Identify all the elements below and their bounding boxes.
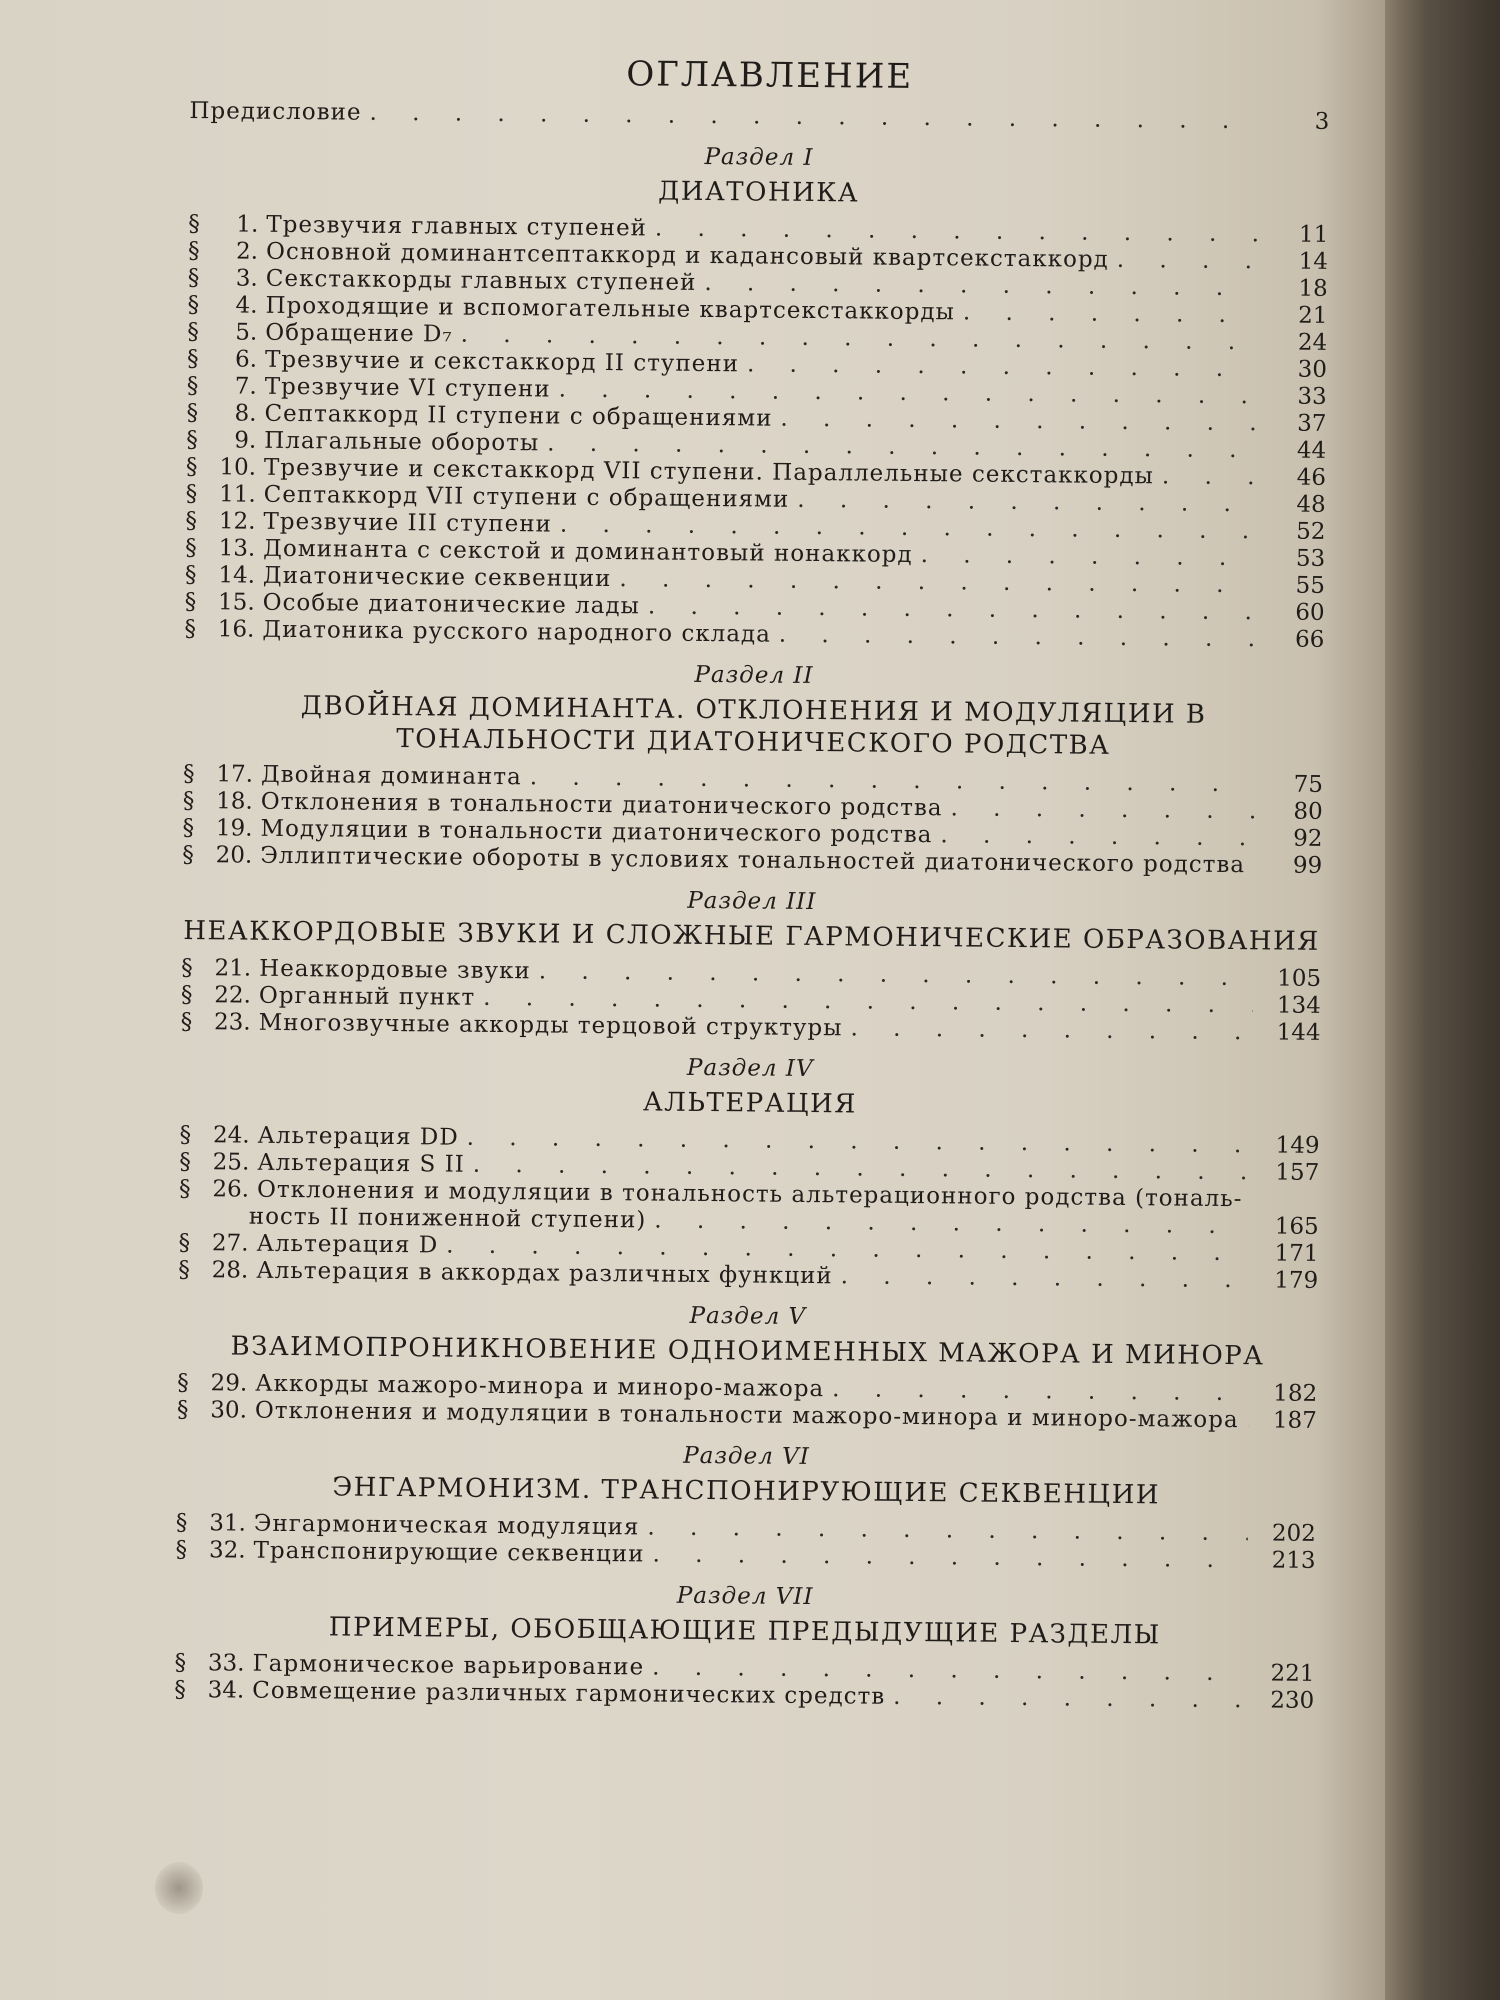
entry-page: 149 <box>1275 1132 1320 1159</box>
entry-page: 157 <box>1275 1159 1320 1186</box>
entry-page: 66 <box>1294 626 1325 653</box>
entry-page: 165 <box>1274 1213 1319 1240</box>
entry-page: 221 <box>1270 1660 1315 1687</box>
entry-title: Отклонения и модуляции в тональность альтерационного родства (тональ- <box>256 1176 1243 1213</box>
section-sign: § <box>176 1396 189 1424</box>
entry-title: Альтерация в аккордах различных функций <box>256 1257 833 1290</box>
section-sign: § <box>187 291 200 319</box>
entry-title: Секстаккорды главных ступеней <box>265 265 697 296</box>
leader-dots <box>1162 463 1258 491</box>
entry-page: 105 <box>1277 965 1322 992</box>
entry-number: 29. <box>210 1370 248 1397</box>
entry-title: Альтерация D <box>256 1230 439 1259</box>
entry-number: 15. <box>217 589 255 616</box>
entry-title: Транспонирующие секвенции <box>253 1537 645 1568</box>
entry-page: 179 <box>1274 1267 1319 1294</box>
entry-title: Гармоническое варьирование <box>252 1650 645 1681</box>
section-label: Раздел II <box>694 661 814 690</box>
entry-title-continuation: ность II пониженной ступени) <box>248 1203 647 1234</box>
entry-title: Обращение D₇ <box>265 319 453 348</box>
entry-page: 21 <box>1298 302 1328 329</box>
section-sign: § <box>178 1229 191 1257</box>
section-sign: § <box>184 561 197 589</box>
entry-number: 3. <box>235 265 258 292</box>
leader-dots <box>369 100 1261 136</box>
entry-title: Трезвучие и секстаккорд II ступени <box>264 346 740 378</box>
section-sign: § <box>179 1148 191 1176</box>
leader-dots <box>940 822 1254 852</box>
entry-title: Альтерация S II <box>257 1149 465 1178</box>
section-sign: § <box>186 399 199 427</box>
entry-page: 48 <box>1296 491 1326 518</box>
entry-page: 30 <box>1297 356 1328 383</box>
section-label: Раздел III <box>687 887 817 916</box>
entry-page: 75 <box>1293 771 1324 798</box>
section-sign: § <box>185 480 198 508</box>
entry-number: 8. <box>234 400 257 427</box>
entry-title: Неаккордовые звуки <box>259 955 531 985</box>
entry-page: 187 <box>1272 1407 1318 1434</box>
entry-title: Двойная доминанта <box>260 761 522 791</box>
entry-title: Трезвучие III ступени <box>263 508 553 538</box>
entry-title: Энгармоническая модуляция <box>253 1510 640 1541</box>
entry-title: Аккорды мажоро-минора и миноро-мажора <box>255 1370 825 1403</box>
section-sign: § <box>185 507 198 535</box>
section-sign: § <box>185 534 197 562</box>
leader-dots <box>893 1684 1246 1714</box>
leader-dots <box>1246 1407 1249 1434</box>
leader-dots <box>652 1542 1247 1575</box>
entry-number: 12. <box>218 508 256 535</box>
entry-number: 11. <box>219 481 256 508</box>
entry-title: Эллиптические обороты в условиях тональностей диатонического родства <box>260 842 1246 879</box>
entry-title: Отклонения в тональности диатонического родства <box>260 788 943 822</box>
entry-page: 134 <box>1276 992 1322 1019</box>
leader-dots <box>1117 247 1260 275</box>
entry-number: 28. <box>211 1257 249 1284</box>
entry-number: 30. <box>210 1397 248 1424</box>
entry-number: 27. <box>211 1230 249 1257</box>
section-sign: § <box>182 760 195 788</box>
leader-dots <box>963 299 1260 329</box>
entry-page: 52 <box>1296 518 1326 545</box>
section-sign: § <box>186 372 199 400</box>
section-sign: § <box>187 237 200 265</box>
entry-number: 10. <box>219 454 257 481</box>
indent-spacer <box>179 1223 249 1224</box>
section-sign: § <box>187 318 199 346</box>
entry-number: 18. <box>216 788 253 815</box>
entry-page: 60 <box>1295 599 1325 626</box>
entry-title: Трезвучие и секстаккорд VII ступени. Параллельные секстаккорды <box>263 454 1155 490</box>
toc-heading: ОГЛАВЛЕНИЕ <box>626 54 914 97</box>
entry-title: Доминанта с секстой и доминантовый нонаккорд <box>263 535 913 568</box>
book-spine <box>1385 0 1500 2000</box>
section-sign: § <box>175 1536 188 1564</box>
entry-number: 2. <box>235 238 259 265</box>
entry-page: 11 <box>1298 221 1329 248</box>
entry-number: 4. <box>235 292 258 319</box>
entry-page: 80 <box>1293 798 1323 825</box>
section-label: Раздел IV <box>686 1054 814 1083</box>
entry-page: 44 <box>1296 437 1327 464</box>
entry-number: 1. <box>236 211 259 238</box>
section-title: ДИАТОНИКА <box>658 176 860 209</box>
section-title: НЕАККОРДОВЫЕ ЗВУКИ И СЛОЖНЫЕ ГАРМОНИЧЕСКИЕ ОБРАЗОВАНИЯ <box>183 915 1320 957</box>
entry-page: 55 <box>1295 572 1326 599</box>
section-sign: § <box>187 264 200 292</box>
entry-page: 202 <box>1271 1520 1316 1547</box>
toc-sections <box>174 139 1329 1715</box>
section-label: Раздел VII <box>676 1582 814 1611</box>
leader-dots <box>779 622 1257 654</box>
entry-number: 34. <box>207 1677 245 1704</box>
entry-number: 16. <box>217 616 255 643</box>
preface-page: 3 <box>1314 108 1330 135</box>
entry-title: Совмещение различных гармонических средств <box>252 1677 886 1710</box>
section-sign: § <box>182 787 195 815</box>
entry-title: Септаккорд VII ступени с обращениями <box>263 481 790 513</box>
entry-page: 92 <box>1293 825 1323 852</box>
section-title: АЛЬТЕРАЦИЯ <box>642 1087 857 1120</box>
entry-page: 213 <box>1271 1547 1316 1574</box>
section-sign: § <box>177 1369 189 1397</box>
leader-dots <box>950 795 1254 825</box>
entry-title: Отклонения и модуляции в тональности мажоро-минора и миноро-мажора <box>254 1397 1239 1434</box>
entry-page: 14 <box>1298 248 1329 275</box>
entry-title: Трезвучия главных ступеней <box>266 211 648 242</box>
entry-number: 13. <box>218 535 256 562</box>
section-label: Раздел I <box>704 143 814 171</box>
section-sign: § <box>182 841 194 869</box>
section-sign: § <box>186 345 199 373</box>
entry-title: Плагальные обороты <box>264 427 540 457</box>
entry-number: 32. <box>208 1537 246 1564</box>
preface-text: Предисловие <box>189 97 362 126</box>
entry-number: 33. <box>207 1650 245 1677</box>
entry-page: 99 <box>1292 852 1323 879</box>
entry-page: 144 <box>1276 1019 1321 1046</box>
entry-title: Трезвучие VI ступени <box>264 373 551 403</box>
section-sign: § <box>188 210 200 238</box>
leader-dots <box>921 542 1258 572</box>
entry-title: Альтерация DD <box>257 1122 459 1151</box>
entry-number: 17. <box>216 761 254 788</box>
entry-title: Многозвучные аккорды терцовой структуры <box>258 1009 843 1042</box>
leader-dots <box>841 1263 1251 1294</box>
entry-number: 5. <box>235 319 258 346</box>
entry-number: 26. <box>212 1176 250 1203</box>
entry-page: 18 <box>1298 275 1328 302</box>
section-sign: § <box>174 1676 186 1704</box>
section-sign: § <box>184 588 197 616</box>
entry-title: Основной доминантсептаккорд и кадансовый квартсекстаккорд <box>265 238 1109 273</box>
entry-number: 6. <box>234 346 258 373</box>
entry-number: 21. <box>214 955 252 982</box>
leader-dots <box>832 1376 1249 1407</box>
section-label: Раздел VI <box>683 1442 810 1471</box>
section-sign: § <box>175 1509 188 1537</box>
entry-page: 24 <box>1297 329 1328 356</box>
entry-title: Септаккорд II ступени с обращениями <box>264 400 773 432</box>
entry-title: Органный пункт <box>258 982 476 1011</box>
entry-page: 53 <box>1295 545 1326 572</box>
entry-title: Модуляции в тональности диатонического родства <box>260 815 933 849</box>
entry-number: 9. <box>234 427 257 454</box>
section-sign: § <box>181 954 193 982</box>
entry-page: 171 <box>1274 1240 1319 1267</box>
section-sign: § <box>182 814 195 842</box>
section-title: ВЗАИМОПРОНИКНОВЕНИЕ ОДНОИМЕННЫХ МАЖОРА И МИНОРА <box>230 1331 1265 1372</box>
section-sign: § <box>178 1256 190 1284</box>
entry-number: 31. <box>209 1510 246 1537</box>
section-sign: § <box>180 981 193 1009</box>
entry-page: 182 <box>1273 1380 1318 1407</box>
section-sign: § <box>186 426 198 454</box>
entry-title: Проходящие и вспомогательные квартсекстаккорды <box>265 292 956 326</box>
section-sign: § <box>184 615 197 643</box>
section-label: Раздел V <box>689 1302 807 1330</box>
entry-number: 25. <box>212 1149 250 1176</box>
entry-title: Диатоника русского народного склада <box>262 616 771 648</box>
entry-number: 24. <box>212 1122 250 1149</box>
leader-dots <box>850 1015 1252 1046</box>
leader-dots <box>1253 852 1254 879</box>
entry-number: 14. <box>218 562 256 589</box>
section-sign: § <box>174 1649 187 1677</box>
entry-page: 230 <box>1270 1687 1315 1714</box>
entry-title: Диатонические секвенции <box>262 562 612 593</box>
entry-number: 20. <box>215 842 253 869</box>
entry-page: 37 <box>1297 410 1327 437</box>
section-title: ЭНГАРМОНИЗМ. ТРАНСПОНИРУЮЩИЕ СЕКВЕНЦИИ <box>332 1472 1161 1511</box>
entry-number: 7. <box>234 373 257 400</box>
entry-number: 22. <box>214 982 252 1009</box>
section-title: ДВОЙНАЯ ДОМИНАНТА. ОТКЛОНЕНИЯ И МОДУЛЯЦИИ В ТОНАЛЬНОСТИ ДИАТОНИЧЕСКОГО РОДСТВА <box>300 691 1207 761</box>
section-sign: § <box>180 1008 193 1036</box>
section-sign: § <box>178 1175 191 1203</box>
entry-title: Особые диатонические лады <box>262 589 641 620</box>
preface-row <box>189 98 1329 136</box>
section-sign: § <box>179 1121 192 1149</box>
entry-number: 23. <box>213 1009 251 1036</box>
entry-page: 46 <box>1296 464 1327 491</box>
section-title: ПРИМЕРЫ, ОБОБЩАЮЩИЕ ПРЕДЫДУЩИЕ РАЗДЕЛЫ <box>328 1612 1161 1651</box>
entry-number: 19. <box>215 815 253 842</box>
section-sign: § <box>185 453 198 481</box>
entry-page: 33 <box>1297 383 1327 410</box>
toc-content <box>174 50 1330 1715</box>
page-stain <box>155 1862 203 1914</box>
